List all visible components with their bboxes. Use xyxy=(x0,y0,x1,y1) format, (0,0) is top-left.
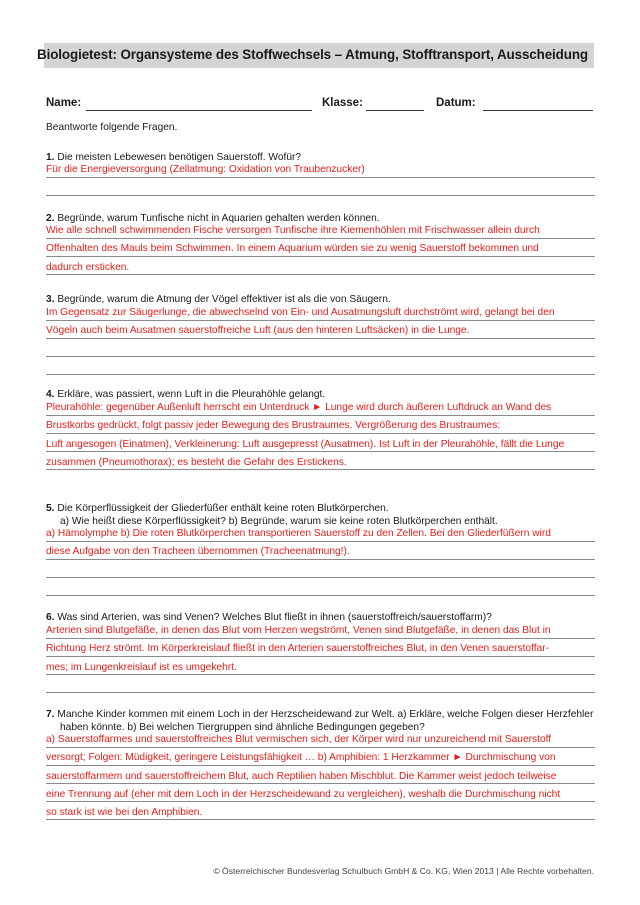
answer-rule xyxy=(46,656,595,657)
answer-line: Offenhalten des Mauls beim Schwimmen. In einem Aquarium würden sie zu wenig Sauerstoff bekommen und xyxy=(46,243,539,255)
answer-line: Pleurahöhle: gegenüber Außenluft herrscht ein Unterdruck ► Lunge wird durch äußeren Luftdruck an Wand des xyxy=(46,402,552,413)
question-number: 3. xyxy=(46,294,55,305)
copyright-footer: © Österreichischer Bundesverlag Schulbuch GmbH & Co. KG, Wien 2013 | Alle Rechte vorbehalten. xyxy=(213,866,594,876)
answer-rule xyxy=(46,577,595,578)
question-number: 6. xyxy=(46,612,55,623)
datum-field[interactable] xyxy=(483,110,593,111)
answer-line: a) Hämolymphe b) Die roten Blutkörperchen transportieren Sauerstoff zu den Zellen. Bei den Gliederfüßern wird xyxy=(46,528,551,539)
answer-line: Für die Energieversorgung (Zellatmung: Oxidation von Traubenzucker) xyxy=(46,164,365,175)
answer-rule xyxy=(46,469,595,470)
answer-4 xyxy=(46,399,606,472)
answer-rule xyxy=(46,541,595,542)
answer-rule xyxy=(46,692,595,693)
question-subtext: a) Wie heißt diese Körperflüssigkeit? b) Begründe, warum sie keine roten Blutkörperchen enthält. xyxy=(60,516,498,527)
answer-2 xyxy=(46,222,606,277)
answer-rule xyxy=(46,415,595,416)
answer-line: zusammen (Pneumothorax); es besteht die Gefahr des Erstickens. xyxy=(46,456,347,468)
question-text: Was sind Arterien, was sind Venen? Welches Blut fließt in ihnen (sauerstoffreich/sauerstoffarm)? xyxy=(54,612,492,623)
datum-label: Datum: xyxy=(436,97,476,109)
answer-line: a) Sauerstoffarmes und sauerstoffreiches Blut vermischen sich, der Körper wird nur unzureichend mit Sauerstoff xyxy=(46,734,552,745)
question-number: 2. xyxy=(46,213,55,224)
answer-rule xyxy=(46,177,595,178)
answer-line: sauerstoffarmem und sauerstoffreichem Blut, auch Reptilien haben Mischblut. Die Kammer weist jedoch teilweise xyxy=(46,770,557,782)
answer-rule xyxy=(46,819,595,820)
answer-rule xyxy=(46,765,595,766)
answer-line: Wie alle schnell schwimmenden Fische versorgen Tunfische ihre Kiemenhöhlen mit Frischwasser allein durch xyxy=(46,225,540,236)
answer-rule xyxy=(46,801,595,802)
answer-line: Richtung Herz strömt. Im Körperkreislauf fließt in den Arterien sauerstoffreiches Blut, in den Venen sauerstoffar- xyxy=(46,643,550,655)
answer-rule xyxy=(46,195,595,196)
answer-rule xyxy=(46,256,595,257)
answer-line: mes; im Lungenkreislauf ist es umgekehrt. xyxy=(46,661,237,673)
answer-rule xyxy=(46,274,595,275)
answer-rule xyxy=(46,374,595,375)
question-text: Manche Kinder kommen mit einem Loch in der Herzscheidewand zur Welt. a) Erkläre, welche Folgen dieser Herzfehler xyxy=(54,709,594,720)
answer-line: so stark ist wie bei den Amphibien. xyxy=(46,807,203,819)
answer-3 xyxy=(46,304,606,341)
question-number: 1. xyxy=(46,152,55,163)
page-title: Biologietest: Organsysteme des Stoffwechsels – Atmung, Stofftransport, Ausscheidung xyxy=(37,47,588,62)
answer-rule xyxy=(46,674,595,675)
answer-6 xyxy=(46,622,606,677)
question-number: 4. xyxy=(46,389,55,400)
answer-rule xyxy=(46,638,595,639)
question-text: Die Körperflüssigkeit der Gliederfüßer enthält keine roten Blutkörperchen. xyxy=(54,503,389,514)
answer-5 xyxy=(46,525,606,562)
answer-line: Brustkorbs gedrückt, folgt passiv jeder Bewegung des Brustraumes. Vergrößerung des Brustraumes: xyxy=(46,420,501,432)
answer-line: eine Trennung auf (eher mit dem Loch in der Herzscheidewand zu vergleichen), weshalb die Durchmischung nicht xyxy=(46,788,561,800)
answer-rule xyxy=(46,451,595,452)
answer-rule xyxy=(46,595,595,596)
question-number: 7. xyxy=(46,709,55,720)
answer-7 xyxy=(46,731,606,822)
question-text: Erkläre, was passiert, wenn Luft in die Pleurahöhle gelangt. xyxy=(54,389,326,400)
klasse-label: Klasse: xyxy=(322,97,363,109)
answer-line: Vögeln auch beim Ausatmen sauerstoffreiche Luft (aus den hinteren Luftsäcken) in die Lunge. xyxy=(46,325,470,337)
answer-rule xyxy=(46,238,595,239)
name-label: Name: xyxy=(46,97,82,109)
answer-rule xyxy=(46,783,595,784)
answer-rule xyxy=(46,338,595,339)
answer-line: Im Gegensatz zur Säugerlunge, die abwechselnd von Ein- und Ausatmungsluft durchströmt wird, gelangt bei den xyxy=(46,307,555,318)
answer-line: diese Aufgabe von den Tracheen übernommen (Tracheenatmung!). xyxy=(46,546,350,558)
answer-rule xyxy=(46,356,595,357)
name-field[interactable] xyxy=(86,110,312,111)
answer-line: Luft angesogen (Einatmen), Verkleinerung: Luft ausgepresst (Ausatmen). Ist Luft in der Pleurahöhle, fällt die Lunge xyxy=(46,438,565,450)
klasse-field[interactable] xyxy=(366,110,424,111)
answer-rule xyxy=(46,559,595,560)
answer-rule xyxy=(46,747,595,748)
question-number: 5. xyxy=(46,503,55,514)
answer-rule xyxy=(46,433,595,434)
title-bar xyxy=(37,43,594,68)
question-text: Begründe, warum Tunfische nicht in Aquarien gehalten werden können. xyxy=(54,213,380,224)
answer-line: dadurch ersticken. xyxy=(46,261,130,273)
answer-line: versorgt; Folgen: Müdigkeit, geringere Leistungsfähigkeit … b) Amphibien: 1 Herzkammer ► Durchmischung von xyxy=(46,752,556,764)
answer-rule xyxy=(46,320,595,321)
question-subtext: haben könnte. b) Bei welchen Tiergruppen sind ähnliche Bedingungen gegeben? xyxy=(60,722,425,733)
question-text: Begründe, warum die Atmung der Vögel effektiver ist als die von Säugern. xyxy=(54,294,391,305)
instructions: Beantworte folgende Fragen. xyxy=(46,122,178,133)
question-text: Die meisten Lebewesen benötigen Sauerstoff. Wofür? xyxy=(54,152,302,163)
answer-line: Arterien sind Blutgefäße, in denen das Blut vom Herzen wegströmt, Venen sind Blutgefäße, in denen das Blut in xyxy=(46,625,551,636)
